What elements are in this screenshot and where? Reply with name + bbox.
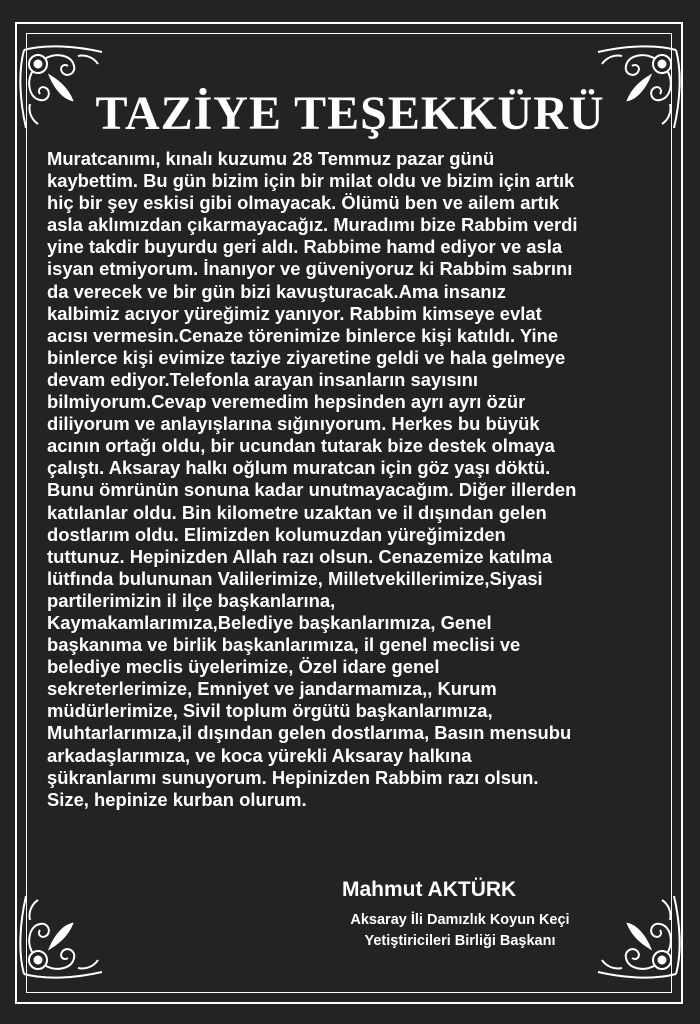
signature-position: Aksaray İli Damızlık Koyun Keçi Yetiştiricileri Birliği Başkanı [350,912,570,949]
page-title: TAZİYE TEŞEKKÜRÜ [95,87,605,140]
corner-ornament-icon [592,890,684,982]
corner-ornament-icon [16,890,108,982]
signature-name: Mahmut AKTÜRK [342,878,517,901]
message-body: Muratcanımı, kınalı kuzumu 28 Temmuz pazar günü kaybettim. Bu gün bizim için bir milat oldu ve bizim için artık hiç bir şey eskisi gibi olmayacak. Ölümü ben ve ailem artık asla aklımızdan çıkarmayacağız. Muradımı bize Rabbim verdi yine takdir buyurdu geri aldı. Rabbime hamd ediyor ve asla isyan etmiyorum. İnanıyor ve güveniyoruz ki Rabbim sabrını da verecek ve bir gün bizi kavuşturacak.Ama insanız kalbimiz acıyor yüreğimiz yanıyor. Rabbim kimseye evlat acısı vermesin.Cenaze törenimize binlerce kişi katıldı. Yine binlerce kişi evimize taziye ziyaretine geldi ve hala gelmeye devam ediyor.Telefonla arayan insanların sayısını bilmiyorum.Cevap veremedim hepsinden ayrı ayrı özür diliyorum ve anlayışlarına sığınıyorum. Herkes bu büyük acının ortağı oldu, bir ucundan tutarak bize destek olmaya çalıştı. Aksaray halkı oğlum muratcan için göz yaşı döktü. Bunu ömrünün sonuna kadar unutmayacağım. Diğer illerden katılanlar oldu. Bin kilometre uzaktan ve il dışından gelen dostlarım oldu. Elimizden kolumuzdan yüreğimizden tuttunuz. Hepinizden Allah razı olsun. Cenazemize katılma lütfında bulununan Valilerimize, Milletvekillerimize,Siyasi partilerimizin il ilçe başkanlarına, Kaymakamlarımıza,Belediye başkanlarımıza, Genel başkanıma ve birlik başkanlarımıza, il genel meclisi ve belediye meclis üyelerimize, Özel idare genel sekreterlerimize, Emniyet ve jandarmamıza,, Kurum müdürlerimize, Sivil toplum örgütü başkanlarımıza, Muhtarlarımıza,il dışından gelen dostlarıma, Basın mensubu arkadaşlarımıza, ve koca yürekli Aksaray halkına şükranlarımı sunuyorum. Hepinizden Rabbim razı olsun. Size, hepinize kurban olurum. [47,148,578,810]
